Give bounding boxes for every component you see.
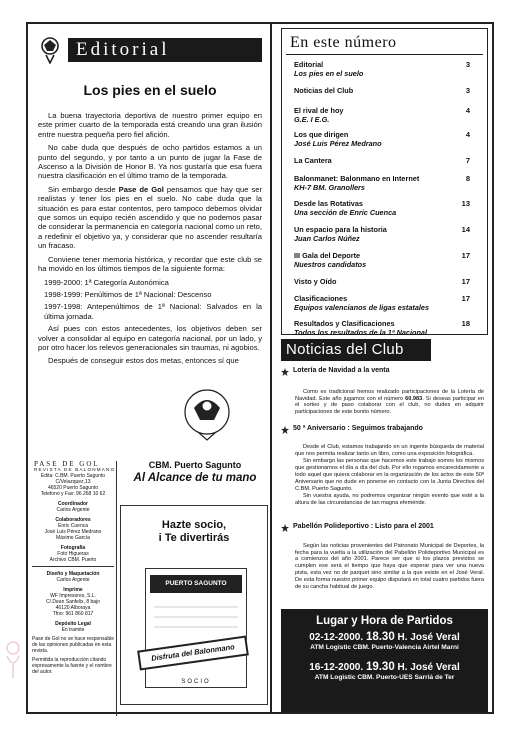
toc-item[interactable] [294, 131, 484, 148]
news-title: 50 ª Aniversario : Seguimos trabajando [293, 425, 423, 432]
editorial-paragraph [38, 185, 262, 251]
club-slogan: Al Alcance de tu mano [133, 472, 257, 484]
news-item-lottery [281, 368, 488, 417]
promo-title-line: i Te divertirás [158, 532, 230, 544]
text-span: Como es tradicional hemos realizado participaciones de la Lotería de Navidad. Este año jugamos con el número [295, 388, 484, 402]
match-date: 02-12-2000. [309, 632, 364, 643]
toc-item-subtitle: Los pies en el suelo [294, 68, 364, 78]
toc-item-title: Editorial [294, 60, 324, 69]
toc-item-title: Desde las Rotativas [294, 199, 363, 208]
editorial-paragraph: No cabe duda que después de ocho partidos estamos a un punto del segundo, y por tanto a un punto de jugar la Fase de Ascenso a la División de Honor B. Ya nos gustaría que esa fuera nuestra clasificación en el último tramo de la temporada. [38, 143, 262, 181]
address-line: Telefono y Fax: 96 268 10 62 [40, 491, 106, 497]
toc-divider [286, 54, 483, 55]
toc-item-title: III Gala del Deporte [294, 251, 361, 260]
membership-promo [120, 505, 268, 705]
news-paragraph: Según las noticias provenientes del Patronato Municipal de Deportes, la fecha para la vuelta a la utilización del Pabellón Polideportivo Municipal es a comienzos del año 2001. Parece ser que si los plazos previstos se cumplen ese será el tiempo que haya que esperar para ver una nueva pista, esta vez no de parquet sino similar a la que existe en el José Veral. De esta forma nuestro primer equipo disputará en total cuatro partidos fuera de su cancha habitual de juego. [295, 542, 484, 590]
toc-item-title: La Cantera [294, 156, 332, 165]
news-title: Lotería de Navidad a la venta [293, 367, 390, 374]
news-body [295, 389, 484, 416]
star-bullet-icon [281, 368, 289, 376]
editorial-label: Editorial [68, 38, 262, 62]
toc-item[interactable] [294, 320, 484, 337]
match-date-line [281, 661, 488, 673]
toc-item-page: 3 [465, 60, 470, 69]
match-venue: H. José Veral [397, 632, 460, 643]
club-signature [120, 460, 270, 484]
star-bullet-icon [281, 426, 289, 434]
editorial-paragraph: Así pues con estos antecedentes, los objetivos deben ser volver a consolidar al equipo en categoría nacional, por un lado, y por otro hacer los relevos generacionales sin traumas, ni agobios. [38, 324, 262, 352]
credit-label: Depósito Legal [55, 621, 91, 627]
column-divider [270, 22, 272, 714]
club-logo-icon [38, 36, 62, 64]
toc-item-page: 3 [465, 86, 470, 95]
match-date-line [281, 631, 488, 643]
toc-item[interactable] [294, 252, 484, 269]
toc-item-page: 17 [461, 277, 470, 286]
match-time: 18.30 [365, 631, 395, 643]
news-item-anniversary [281, 426, 488, 508]
club-crest-icon [180, 386, 234, 442]
toc-item[interactable] [294, 87, 484, 96]
toc-item-subtitle: G.E. I E.G. [294, 114, 330, 124]
news-section-header: Noticias del Club [281, 339, 431, 361]
editorial-body [38, 111, 262, 370]
pase-de-gol-emphasis: Pase de Gol [118, 184, 164, 194]
schedule-title: Lugar y Hora de Partidos [316, 615, 453, 627]
match-schedule [281, 609, 488, 712]
toc-item[interactable] [294, 157, 484, 166]
news-paragraph: Sin embargo las personas que hacemos este trabajo somos los mismos que gestionamos el día a día del club. Por ello rogamos encarecidamente a todo aquel que quiera colaborar en la organización de los actos de este 50ª Aniversario que no dude en ponerse en contacto con la Junta Directiva del C.BM. Puerto Sagunto. [295, 458, 484, 492]
promo-title [121, 519, 267, 545]
history-item: 1997-1998: Antepenúltimos de 1ª Nacional: Salvados en la última jornada. [44, 302, 262, 321]
toc-item-title: Noticias del Club [294, 86, 354, 95]
toc-item-page: 17 [461, 251, 470, 260]
toc-item-page: 4 [465, 106, 470, 115]
editorial-paragraph: Conviene tener memoria histórica, y recordar que este club se ha movido en los últimos tiempos de la siguiente forma: [38, 254, 262, 274]
credit-name: En tramite [61, 627, 85, 633]
credit-label: Fotografía [60, 545, 86, 551]
credit-name: Foto Higueras [57, 551, 89, 557]
star-bullet-icon [281, 524, 289, 532]
toc-item-title: Los que dirigen [294, 130, 349, 139]
toc-item[interactable] [294, 226, 484, 243]
card-stamp: Disfruta del Balonmano [137, 635, 249, 670]
history-item: 1999-2000: 1ª Categoría Autonómica [44, 277, 169, 287]
toc-item-page: 14 [461, 225, 470, 234]
credit-name: Máximo García [56, 535, 90, 541]
card-club-name: PUERTO SAGUNTO [150, 575, 242, 593]
credits-box [30, 461, 117, 716]
toc-item-title: Resultados y Clasificaciones [294, 319, 395, 328]
match-venue: H. José Veral [397, 662, 460, 673]
toc-item-page: 18 [461, 319, 470, 328]
legal-notice: Permitida la reproducción citando expresamente la fuente y el nombre del autor. [32, 657, 112, 675]
toc-item-subtitle: Todos los resultados de la 1ª Nacional [294, 327, 427, 337]
toc-item-subtitle: Una sección de Enric Cuenca [294, 207, 397, 217]
toc-item-subtitle: José Luis Pérez Medrano [294, 138, 382, 148]
credit-name: 46120 Alboraya [55, 605, 91, 611]
credit-label: Colaboradores [55, 517, 91, 523]
match-date: 16-12-2000. [309, 662, 364, 673]
news-paragraph: Sin vuestra ayuda, no podremos organizar ningún evento que esté a la altura de las circunstancias de tan magna efeméride. [295, 493, 484, 507]
editorial-paragraph: Después de conseguir estos dos metas, entonces sí que [48, 356, 239, 366]
toc-item[interactable] [294, 278, 484, 287]
watermark-logo-icon [4, 640, 22, 680]
editorial-title: Los pies en el suelo [83, 82, 217, 98]
toc-item-title: Un espacio para la historia [294, 225, 387, 234]
membership-card [145, 568, 247, 688]
legal-notice: Pase de Gol no se hace responsable de las opiniones publicadas en esta revista. [32, 636, 114, 654]
credit-name: Carlos Argente [56, 577, 90, 583]
match-time: 19.30 [365, 661, 395, 673]
toc-item-title: Clasificaciones [294, 294, 348, 303]
toc-item[interactable] [294, 295, 484, 312]
toc-item[interactable] [294, 200, 484, 217]
promo-title-line: Hazte socio, [161, 519, 227, 531]
address-line: 46520 Puerto Sagunto [47, 485, 99, 491]
toc-item-subtitle: KH-7 BM. Granollers [294, 182, 365, 192]
news-title: Pabellón Polideportivo : Listo para el 2001 [293, 523, 434, 530]
toc-item-subtitle: Equipos valencianos de ligas estatales [294, 302, 430, 312]
magazine-subtitle: REVISTA DE BALONMANO [34, 467, 116, 472]
credit-label: Diseño y Maquetación [46, 571, 100, 577]
toc-item-page: 13 [461, 199, 470, 208]
toc-item-title: El rival de hoy [294, 106, 344, 115]
toc-item-page: 4 [465, 130, 470, 139]
toc-item-subtitle: Nuestros candidatos [294, 259, 367, 269]
address-line: C/Velazquez,13 [55, 479, 91, 485]
news-paragraph [295, 389, 484, 416]
credit-label: Imprime [63, 587, 83, 593]
toc-item[interactable] [294, 107, 484, 124]
credit-name: Carlos Argente [56, 507, 90, 513]
toc-item-page: 7 [465, 156, 470, 165]
divider [32, 566, 114, 567]
toc-item-subtitle: Juan Carlos Núñez [294, 233, 360, 243]
credit-name: C/.Dean Sanfelix, 8 bajo [46, 599, 100, 605]
news-item-pavilion [281, 524, 488, 591]
lottery-number: 60.983 [405, 395, 423, 402]
toc-item-title: Visto y Oído [294, 277, 337, 286]
toc-item[interactable] [294, 61, 484, 78]
table-of-contents [281, 28, 488, 335]
credit-name: Tfno: 961 860 817 [52, 611, 94, 617]
news-paragraph: Desde el Club, estamos trabajando en un ingente búsqueda de material que nos permita realizar tanto un libro, como una exposición fotográfica. [295, 443, 484, 457]
card-footer: SOCIO [181, 679, 211, 685]
card-lines-icon [154, 601, 238, 637]
toc-item-title: Balonmanet: Balonmano en Internet [294, 174, 420, 183]
club-name: CBM. Puerto Sagunto [148, 460, 242, 470]
credit-label: Coordinador [58, 501, 88, 507]
credit-name: José Luis Pérez Medrano [44, 529, 102, 535]
editorial-paragraph: La buena trayectoria deportiva de nuestro primer equipo en este primer cuarto de la temporada está creando una gran ilusión entre nuestra pequeña pero fiel afición. [38, 111, 262, 139]
text-span: . Si deseas participar en el sorteo y de paso colaborar con el club, no dudes en adquirir participaciones de este bonito número. [295, 395, 484, 416]
publisher: Edita: C.BM. Puerto Sagunto [40, 473, 106, 479]
toc-item[interactable] [294, 175, 484, 192]
news-body [295, 444, 484, 507]
text-span: pensamos que hay que ser realistas y tener los pies en el suelo. No cabe duda que la situación es para estar contentos, pero tampoco debemos olvidar que somos un equipo recién ascendido y que no podemos pasar de considerar la permanencia en categoría nacional como un reto, a redefinir el objetivo ya, y considerar que no ascender resultaría un fracaso. [38, 184, 263, 251]
toc-item-page: 17 [461, 294, 470, 303]
text-span: Sin embargo desde [48, 184, 119, 194]
toc-header: En este número [290, 34, 397, 51]
news-body [295, 543, 484, 591]
editorial-header [38, 36, 262, 64]
history-item: 1998-1999: Penúltimos de 1ª Nacional: Descenso [44, 289, 212, 299]
toc-item-page: 8 [465, 174, 470, 183]
credit-name: WF Impresores, S.L. [50, 593, 96, 599]
magazine-title: PASE DE GOL [34, 460, 100, 468]
match-teams: ATM Logistic CBM. Puerto-Valencia Airtel Marni [310, 644, 459, 651]
credit-name: Archivo CBM. Puerto [49, 557, 97, 563]
credit-name: Enric Cuenca [57, 523, 88, 529]
match-teams: ATM Logistic CBM. Puerto-UES Sarriá de Ter [314, 674, 455, 681]
